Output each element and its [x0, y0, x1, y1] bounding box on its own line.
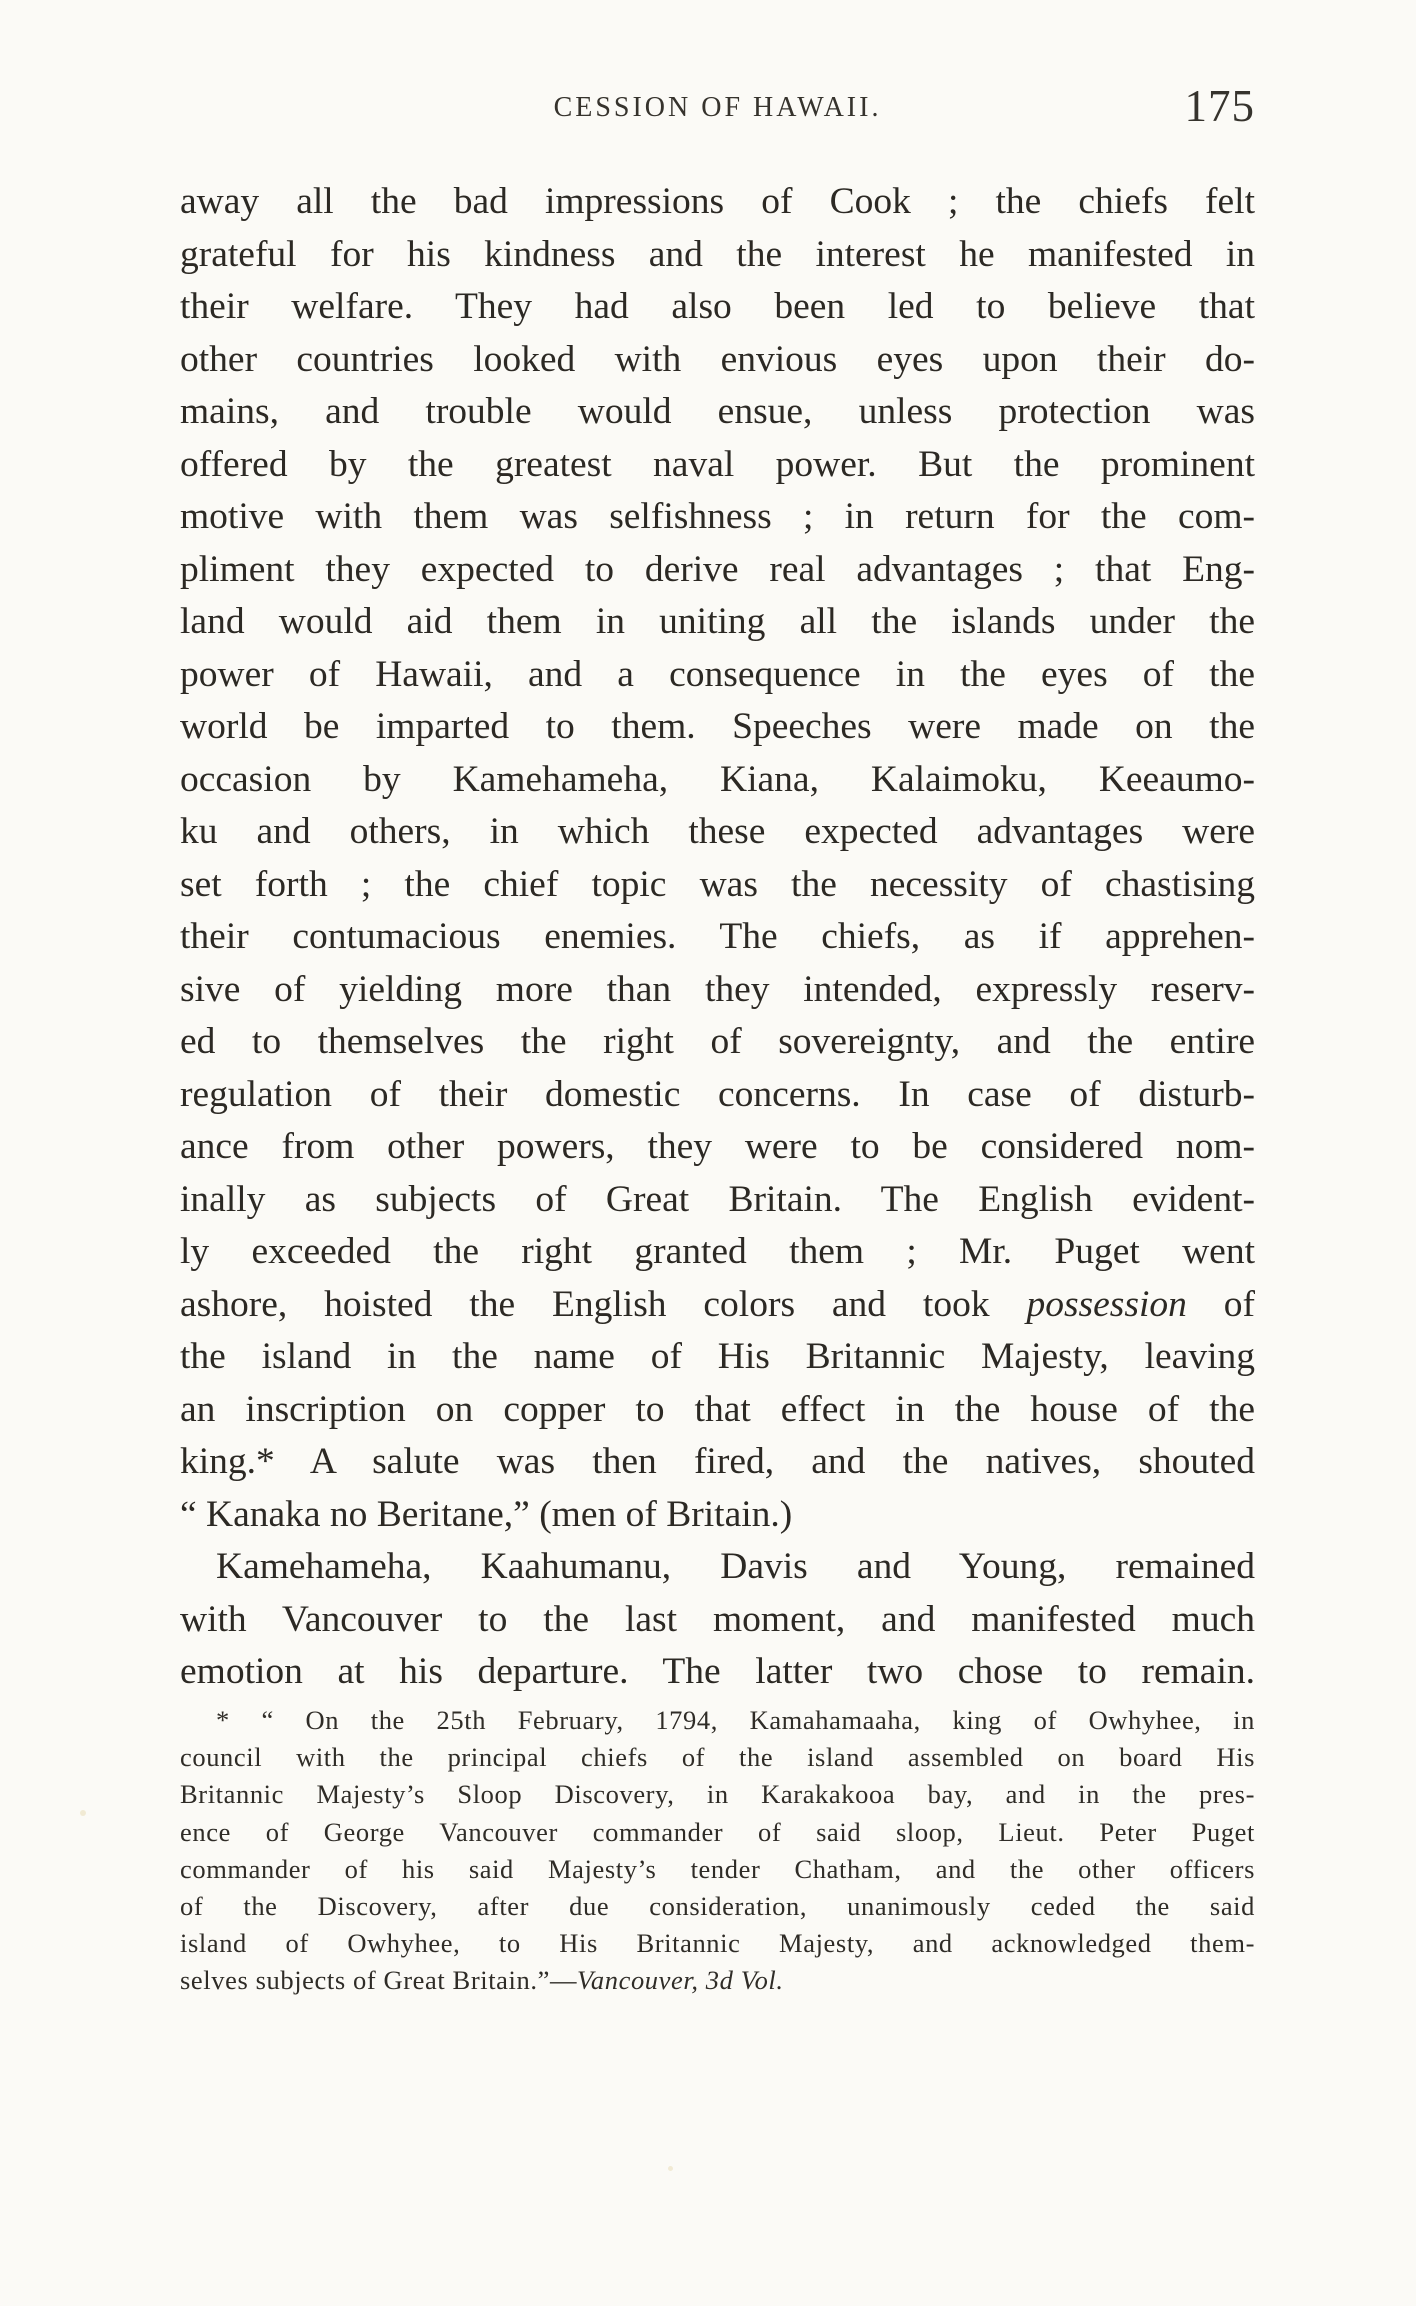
text-line: ku and others, in which these expected advantages were — [180, 811, 1255, 852]
footnote-line: of the Discovery, after due consideration, unanimously ceded the said — [180, 1890, 1255, 1921]
text-line: inally as subjects of Great Britain. The English evident- — [180, 1178, 1255, 1220]
text-line: other countries looked with envious eyes upon their do- — [180, 338, 1255, 380]
footnote-citation: Vancouver, 3d Vol. — [577, 1965, 784, 1996]
page-header — [180, 81, 1255, 142]
line-text-before: ashore, hoisted the English colors and took — [180, 1283, 1027, 1325]
footnote-line: Britannic Majesty’s Sloop Discovery, in Karakakooa bay, and in the pres- — [180, 1779, 1255, 1810]
text-line: “ Kanaka no Beritane,” (men of Britain.) — [180, 1493, 793, 1535]
text-line: ed to themselves the right of sovereignty, and the entire — [180, 1021, 1255, 1062]
text-line: with Vancouver to the last moment, and manifested much — [180, 1598, 1255, 1640]
footnote-last-line — [180, 1962, 1255, 1999]
text-line-possession — [180, 1279, 1255, 1332]
footnote-line: ence of George Vancouver commander of said sloop, Lieut. Peter Puget — [180, 1816, 1255, 1847]
line-text-after: of — [1186, 1283, 1255, 1325]
text-line: king.* A salute was then fired, and the natives, shouted — [180, 1441, 1255, 1482]
italic-word: possession — [1026, 1283, 1187, 1325]
running-title: CESSION OF HAWAII. — [553, 92, 882, 123]
paper-speck — [668, 2166, 673, 2171]
text-line: ance from other powers, they were to be considered nom- — [180, 1126, 1255, 1167]
text-line: motive with them was selfishness ; in return for the com- — [180, 496, 1255, 537]
text-line: grateful for his kindness and the interest he manifested in — [180, 233, 1255, 275]
text-line: the island in the name of His Britannic Majesty, leaving — [180, 1336, 1255, 1377]
text-line: their welfare. They had also been led to believe that — [180, 286, 1255, 327]
text-line: emotion at his departure. The latter two chose to remain. — [180, 1651, 1255, 1692]
footnote-line: council with the principal chiefs of the island assembled on board His — [180, 1742, 1255, 1773]
text-line: occasion by Kamehameha, Kiana, Kalaimoku, Keeaumo- — [180, 758, 1255, 800]
text-line: their contumacious enemies. The chiefs, as if apprehen- — [180, 916, 1255, 957]
text-line: world be imparted to them. Speeches were made on the — [180, 706, 1255, 747]
footnote-line: commander of his said Majesty’s tender Chatham, and the other officers — [180, 1853, 1255, 1884]
text-line: regulation of their domestic concerns. In case of disturb- — [180, 1073, 1255, 1115]
footnote — [180, 1702, 1255, 2000]
text-line: offered by the greatest naval power. But the prominent — [180, 443, 1255, 485]
footnote-line: * “ On the 25th February, 1794, Kamahamaaha, king of Owhyhee, in — [216, 1705, 1255, 1735]
text-line: mains, and trouble would ensue, unless protection was — [180, 391, 1255, 432]
paper-speck — [80, 1810, 86, 1816]
page-number: 175 — [1184, 81, 1255, 131]
text-line: power of Hawaii, and a consequence in the eyes of the — [180, 653, 1255, 695]
paragraph-start-line: Kamehameha, Kaahumanu, Davis and Young, remained — [216, 1546, 1255, 1587]
footnote-line: island of Owhyhee, to His Britannic Majesty, and acknowledged them- — [180, 1928, 1255, 1959]
text-line: an inscription on copper to that effect in the house of the — [180, 1388, 1255, 1430]
text-line: pliment they expected to derive real advantages ; that Eng- — [180, 548, 1255, 590]
text-line: land would aid them in uniting all the islands under the — [180, 601, 1255, 642]
footnote-text: selves subjects of Great Britain.”— — [180, 1965, 578, 1996]
text-line: away all the bad impressions of Cook ; the chiefs felt — [180, 181, 1255, 222]
text-line: ly exceeded the right granted them ; Mr. Puget went — [180, 1231, 1255, 1272]
main-text — [180, 176, 1255, 1699]
text-line: sive of yielding more than they intended, expressly reserv- — [180, 968, 1255, 1010]
text-line: set forth ; the chief topic was the necessity of chastising — [180, 863, 1255, 905]
